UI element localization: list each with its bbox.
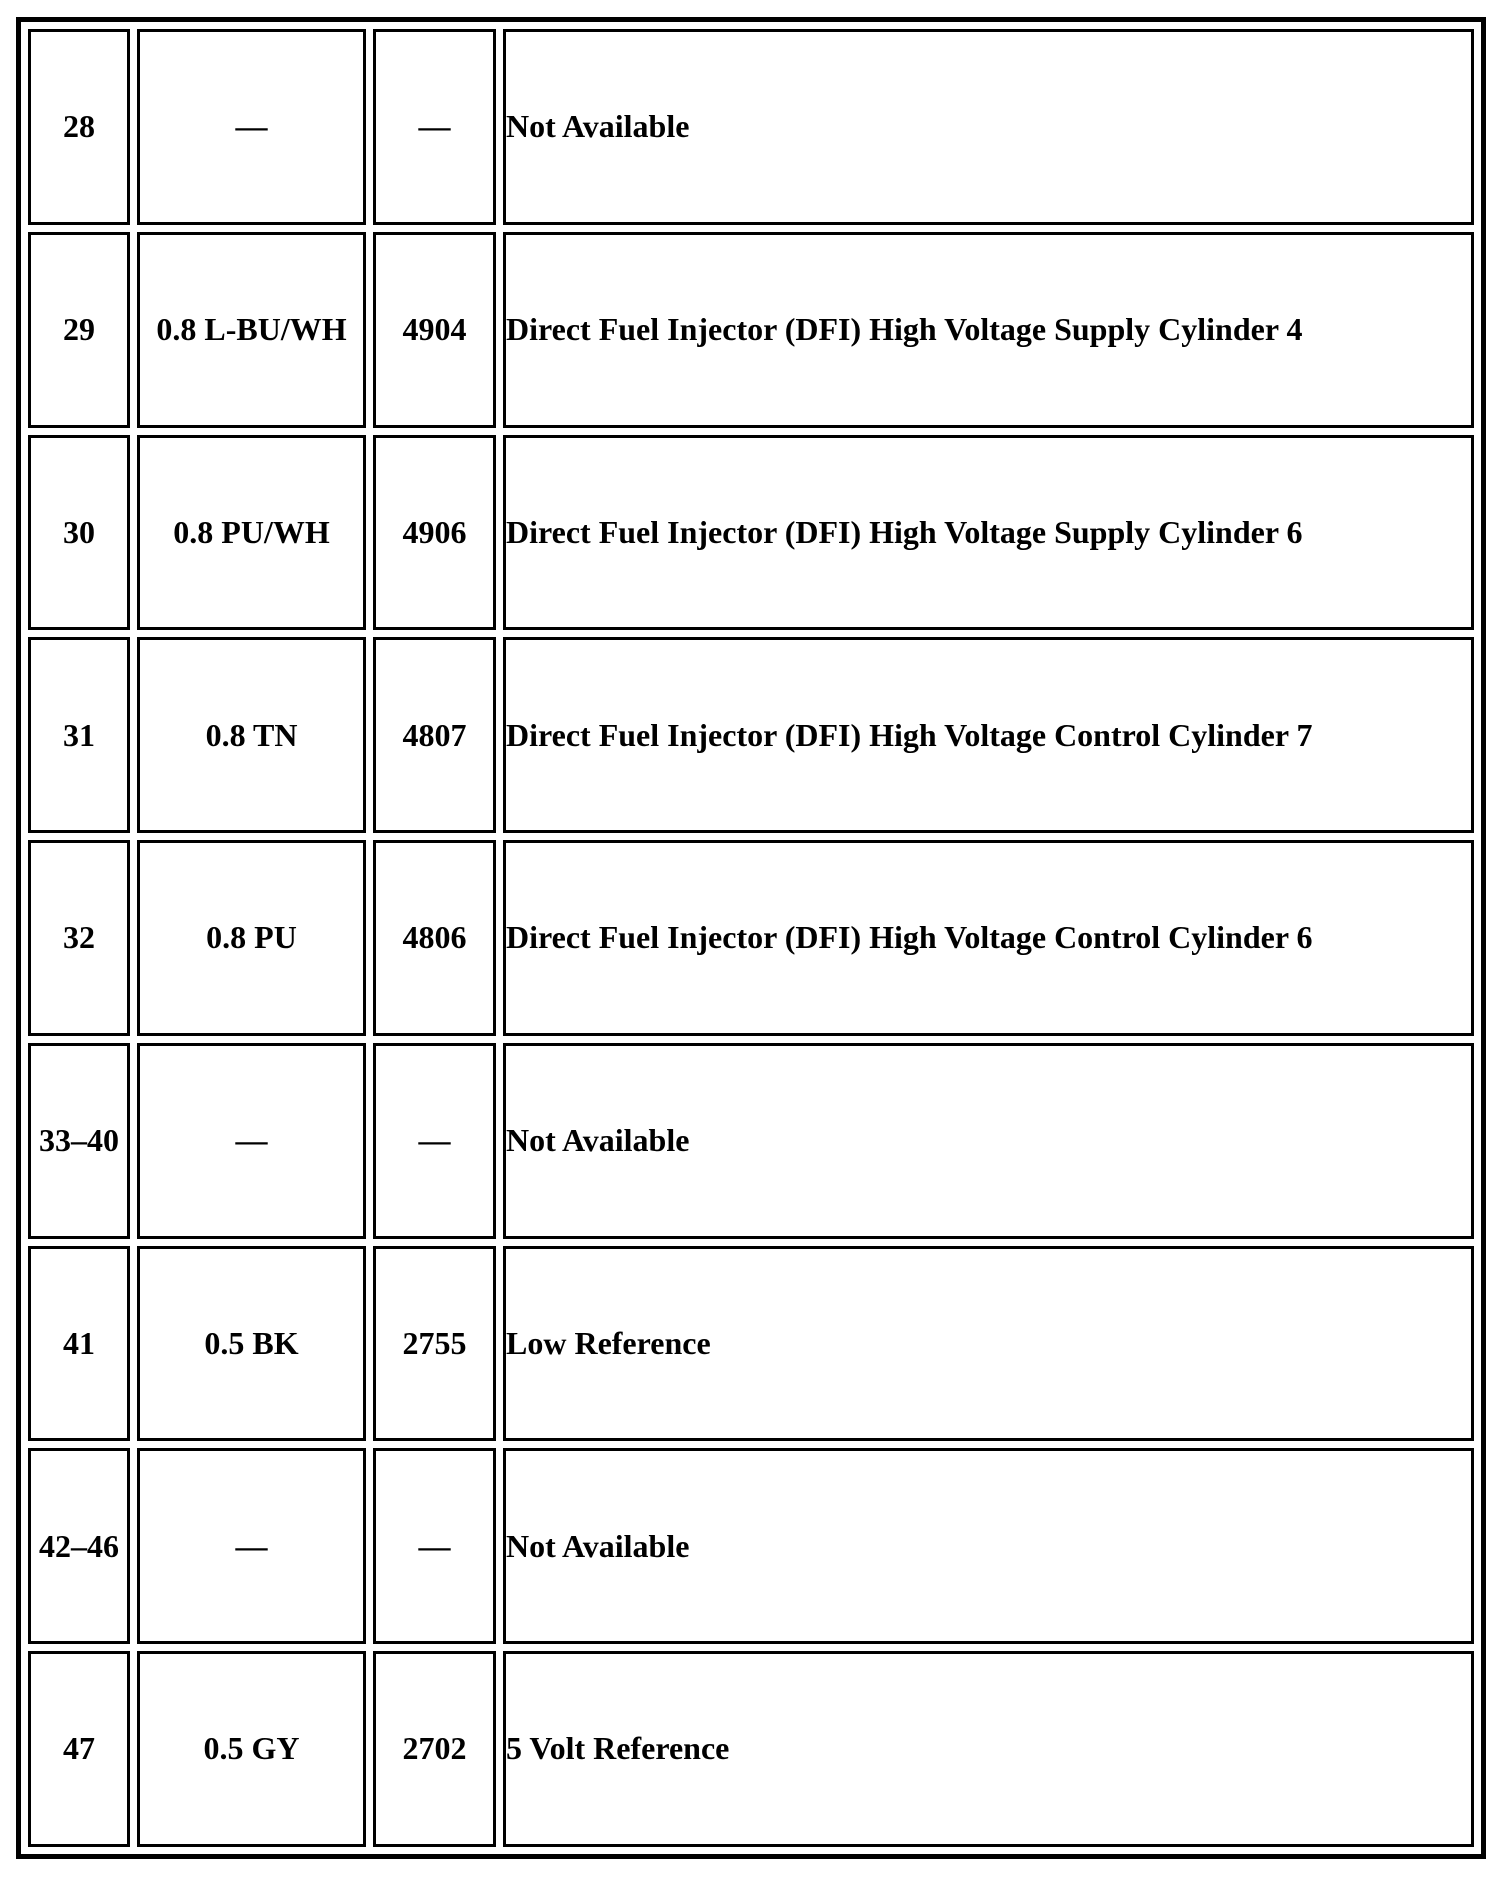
pin-number-cell: 29	[28, 232, 130, 428]
circuit-number-cell: 2755	[373, 1246, 496, 1442]
pin-number-cell: 41	[28, 1246, 130, 1442]
table-row	[28, 840, 1474, 1036]
wire-color-cell: 0.5 GY	[137, 1651, 366, 1847]
circuit-number-cell: 4806	[373, 840, 496, 1036]
circuit-number-cell: 2702	[373, 1651, 496, 1847]
table-row	[28, 1651, 1474, 1847]
function-cell: Direct Fuel Injector (DFI) High Voltage Control Cylinder 6	[503, 840, 1474, 1036]
table-row	[28, 1246, 1474, 1442]
circuit-number-cell: —	[373, 29, 496, 225]
table-row	[28, 435, 1474, 631]
pin-number-cell: 28	[28, 29, 130, 225]
connector-pinout-table	[21, 22, 1481, 1854]
table-row	[28, 232, 1474, 428]
wire-color-cell: 0.8 PU/WH	[137, 435, 366, 631]
pinout-table-body	[28, 29, 1474, 1847]
pin-number-cell: 32	[28, 840, 130, 1036]
pin-number-cell: 30	[28, 435, 130, 631]
wire-color-cell: 0.8 L-BU/WH	[137, 232, 366, 428]
wire-color-cell: —	[137, 1043, 366, 1239]
function-cell: Direct Fuel Injector (DFI) High Voltage Supply Cylinder 4	[503, 232, 1474, 428]
pin-number-cell: 31	[28, 637, 130, 833]
function-cell: Not Available	[503, 1448, 1474, 1644]
pin-number-cell: 47	[28, 1651, 130, 1847]
pin-number-cell: 33–40	[28, 1043, 130, 1239]
function-cell: Direct Fuel Injector (DFI) High Voltage Control Cylinder 7	[503, 637, 1474, 833]
function-cell: Not Available	[503, 29, 1474, 225]
table-row	[28, 637, 1474, 833]
table-row	[28, 29, 1474, 225]
wire-color-cell: —	[137, 1448, 366, 1644]
function-cell: 5 Volt Reference	[503, 1651, 1474, 1847]
circuit-number-cell: —	[373, 1043, 496, 1239]
circuit-number-cell: 4904	[373, 232, 496, 428]
wire-color-cell: 0.5 BK	[137, 1246, 366, 1442]
table-row	[28, 1448, 1474, 1644]
function-cell: Not Available	[503, 1043, 1474, 1239]
wire-color-cell: —	[137, 29, 366, 225]
table-row	[28, 1043, 1474, 1239]
function-cell: Direct Fuel Injector (DFI) High Voltage Supply Cylinder 6	[503, 435, 1474, 631]
pinout-table-frame	[16, 17, 1486, 1859]
circuit-number-cell: 4807	[373, 637, 496, 833]
circuit-number-cell: —	[373, 1448, 496, 1644]
wire-color-cell: 0.8 PU	[137, 840, 366, 1036]
wire-color-cell: 0.8 TN	[137, 637, 366, 833]
circuit-number-cell: 4906	[373, 435, 496, 631]
function-cell: Low Reference	[503, 1246, 1474, 1442]
pin-number-cell: 42–46	[28, 1448, 130, 1644]
